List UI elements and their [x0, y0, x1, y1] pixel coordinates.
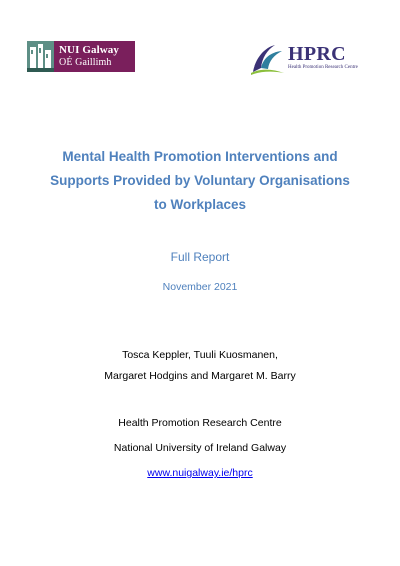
research-centre-name: Health Promotion Research Centre	[118, 417, 282, 429]
nui-crest-icon	[27, 41, 54, 72]
report-title	[0, 145, 400, 217]
institution-block	[0, 411, 400, 486]
report-date: November 2021	[162, 281, 238, 293]
hprc-logo-name: HPRC	[288, 43, 346, 65]
report-title-line-2: Supports Provided by Voluntary Organisations	[50, 173, 350, 188]
university-name: National University of Ireland Galway	[113, 442, 287, 454]
report-title-line-1: Mental Health Promotion Interventions and	[62, 149, 338, 164]
nui-logo-name: NUI Galway	[59, 44, 119, 56]
authors-line-2: Margaret Hodgins and Margaret M. Barry	[104, 370, 296, 382]
report-type: Full Report	[170, 250, 230, 264]
nui-logo-irish-name: OÉ Gaillimh	[59, 57, 112, 68]
hprc-logo-subtitle: Health Promotion Research Centre	[288, 65, 358, 70]
authors-line-1: Tosca Keppler, Tuuli Kuosmanen,	[122, 349, 278, 361]
hprc-logo	[249, 42, 379, 76]
hprc-website-link[interactable]: www.nuigalway.ie/hprc	[147, 467, 253, 479]
nui-galway-logo	[27, 41, 135, 72]
report-title-line-3: to Workplaces	[153, 197, 247, 212]
authors	[0, 345, 400, 387]
hprc-wave-icon	[249, 42, 285, 76]
